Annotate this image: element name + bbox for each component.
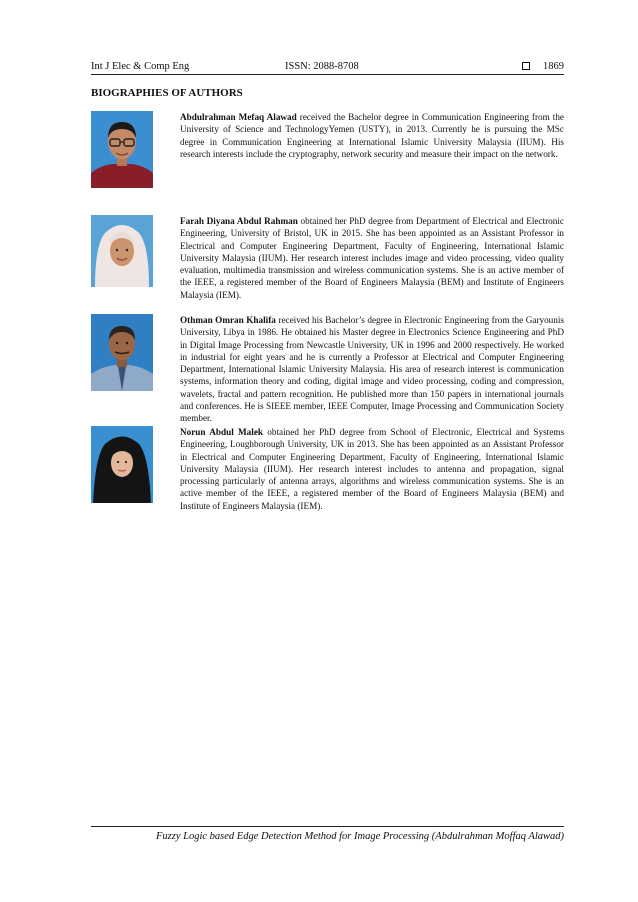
checkbox-square-icon [522, 62, 530, 70]
author-bio-body: received the Bachelor degree in Communication Engineering from the University of Science and TechnologyYemen (USTY), in 2013. Currently he is pursuing the MSc degree in Communication Engineering at International Islamic University Malaysia (IIUM). His research interests include the cryptography, network security and measure their impact on the network. [180, 112, 565, 159]
author-photo [91, 314, 153, 391]
author-bio-text [180, 111, 564, 160]
journal-name: Int J Elec & Comp Eng [91, 61, 190, 72]
author-photo [91, 426, 153, 503]
author-bio-body: received his Bachelor’s degree in Electronic Engineering from the Garyounis University, Libya in 1986. He obtained his Master degree in Electronics Science Engineering and PhD in Digital Image Processing from Newcastle University, UK in 1996 and 2000 respectively. He worked in industrial for eight years and he is currently a Professor at Electrical and Computer Engineering Department, International Islamic University Malaysia. His area of research interest is communication systems, information theory and coding, digital image and video processing, coding and compression, wavelets, fractal and pattern recognition. He published more than 150 papers in international journals and conferences. He is SIEEE member, IEEE Computer, Image Processing and Communication Society member. [180, 315, 565, 424]
author-photo [91, 215, 153, 292]
running-header [91, 58, 564, 75]
author-name: Abdulrahman Mefaq Alawad [180, 112, 297, 122]
author-name: Norun Abdul Malek [180, 427, 264, 437]
author-bio-text [180, 314, 564, 425]
footer-divider [91, 826, 564, 827]
author-bio-body: obtained her PhD degree from Department of Electrical and Electronic Engineering, University of Bristol, UK in 2015. She has been appointed as an Assistant Professor in Electrical and Computer Engineering Department, Faculty of Engineering, International Islamic University Malaysia (IIUM). Her research interest includes image and video processing, video quality evaluation, multimedia transmission and wireless communication systems. She is an active member of the IEEE, a registered member of the Board of Engineers Malaysia (BEM) and Institute of Engineers Malaysia (IEM). [180, 216, 564, 300]
author-name: Farah Diyana Abdul Rahman [180, 216, 298, 226]
page-number: 1869 [543, 61, 564, 72]
author-bio-text [180, 426, 564, 512]
running-footer: Fuzzy Logic based Edge Detection Method for Image Processing (Abdulrahman Moffaq Alawad) [156, 831, 564, 842]
author-photo [91, 111, 153, 188]
author-name: Othman Omran Khalifa [180, 315, 276, 325]
author-bio-text [180, 215, 564, 301]
author-bio-body: obtained her PhD degree from School of Electronic, Electrical and Systems Engineering, Loughborough University, UK in 2013. She has been appointed as an Assistant Professor in Electrical and Computer Engineering Department, Faculty of Engineering, International Islamic University Malaysia (IIUM). Her research interest includes to antenna and propagation, signal processing particularly of antenna arrays, algorithms and wireless communication systems. She is an active member of the IEEE, a registered member of the Board of Engineers Malaysia (BEM) and Institute of Engineers Malaysia (IEM). [180, 427, 565, 511]
section-title: BIOGRAPHIES OF AUTHORS [91, 87, 243, 99]
issn: ISSN: 2088-8708 [285, 61, 359, 72]
